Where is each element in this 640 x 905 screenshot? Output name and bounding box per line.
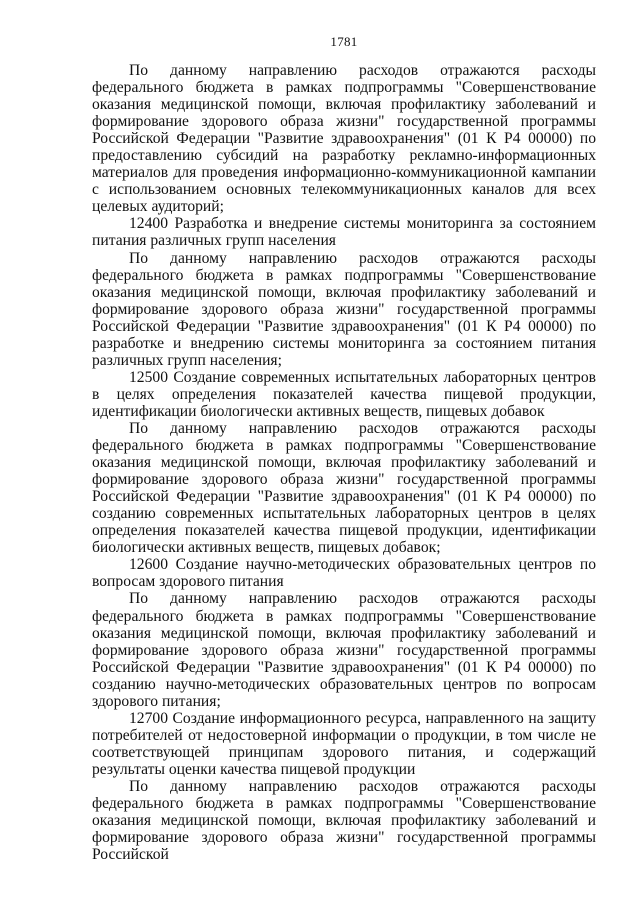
paragraph-expenditure-description: По данному направлению расходов отражаются расходы федерального бюджета в рамках подпрограммы "Совершенствование оказания медицинской помощи, включая профилактику заболеваний и формирование здорового образа жизни" государственной программы Российской: [92, 777, 596, 864]
paragraph-code-heading-12600: 12600 Создание научно-методических образовательных центров по вопросам здорового питания: [92, 556, 596, 591]
paragraph-expenditure-description: По данному направлению расходов отражаются расходы федерального бюджета в рамках подпрограммы "Совершенствование оказания медицинской помощи, включая профилактику заболеваний и формирование здорового образа жизни" государственной программы Российской Федерации "Развитие здравоохранения" (01 К Р4 00000) по созданию научно-методических образовательных центров по вопросам здорового питания;: [92, 590, 596, 710]
paragraph-expenditure-description: По данному направлению расходов отражаются расходы федерального бюджета в рамках подпрограммы "Совершенствование оказания медицинской помощи, включая профилактику заболеваний и формирование здорового образа жизни" государственной программы Российской Федерации "Развитие здравоохранения" (01 К Р4 00000) по созданию современных испытательных лабораторных центров в целях определения показателей качества пищевой продукции, идентификации биологически активных веществ, пищевых добавок;: [92, 419, 596, 557]
paragraph-code-heading-12500: 12500 Создание современных испытательных лабораторных центров в целях определения показателей качества пищевой продукции, идентификации биологически активных веществ, пищевых добавок: [92, 368, 596, 420]
paragraph-code-heading-12400: 12400 Разработка и внедрение системы мониторинга за состоянием питания различных групп населения: [92, 215, 596, 250]
paragraph-expenditure-description: По данному направлению расходов отражаются расходы федерального бюджета в рамках подпрограммы "Совершенствование оказания медицинской помощи, включая профилактику заболеваний и формирование здорового образа жизни" государственной программы Российской Федерации "Развитие здравоохранения" (01 К Р4 00000) по разработке и внедрению системы мониторинга за состоянием питания различных групп населения;: [92, 249, 596, 369]
paragraph-code-heading-12700: 12700 Создание информационного ресурса, направленного на защиту потребителей от недостоверной информации о продукции, в том числе не соответствующей принципам здорового питания, и содержащий результаты оценки качества пищевой продукции: [92, 709, 596, 778]
document-page: [92, 0, 596, 905]
page-number: 1781: [330, 34, 358, 49]
paragraph-expenditure-description: По данному направлению расходов отражаются расходы федерального бюджета в рамках подпрограммы "Совершенствование оказания медицинской помощи, включая профилактику заболеваний и формирование здорового образа жизни" государственной программы Российской Федерации "Развитие здравоохранения" (01 К Р4 00000) по предоставлению субсидий на разработку рекламно-информационных материалов для проведения информационно-коммуникационной кампании с использованием основных телекоммуникационных каналов для всех целевых аудиторий;: [92, 62, 596, 216]
document-body: [92, 62, 596, 863]
